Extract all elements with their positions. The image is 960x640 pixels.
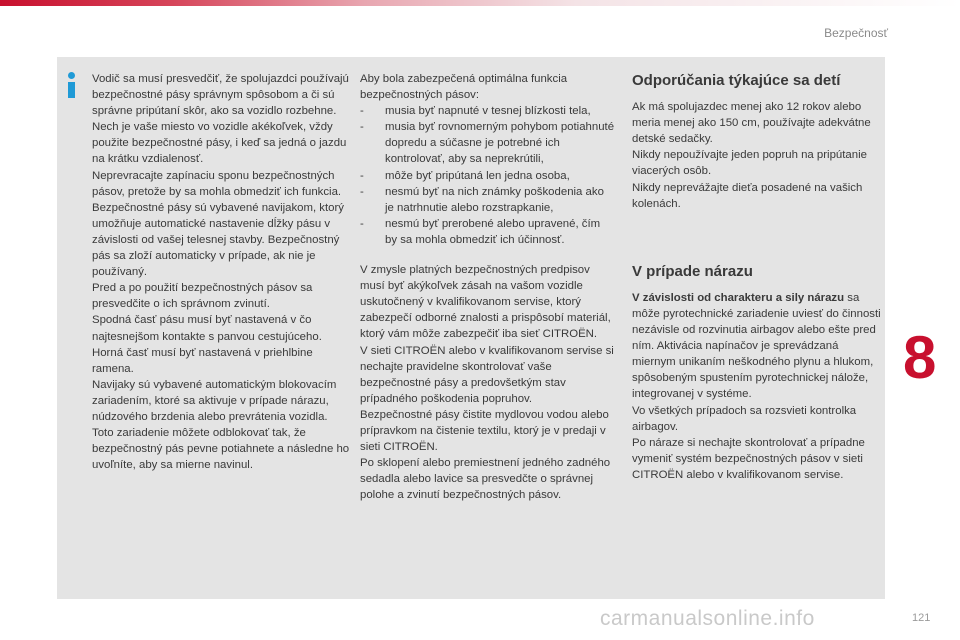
list-item: - môže byť pripútaná len jedna osoba, (360, 169, 570, 182)
list-item: - nesmú byť prerobené alebo upravené, čím by sa mohla obmedziť ich účinnosť. (360, 217, 601, 246)
info-icon (65, 72, 79, 98)
paragraph: Spodná časť pásu musí byť nastavená v čo najtesnejšom kontakte s panvou cestujúceho. (92, 314, 322, 343)
subheading: V závislosti od charakteru a sily nárazu (632, 291, 845, 304)
seatbelt-care-column (360, 71, 615, 503)
seatbelt-info-column (92, 71, 352, 473)
children-and-impact-column (632, 73, 882, 483)
heading-children: Odporúčania týkajúce sa detí (632, 72, 841, 89)
paragraph: Horná časť musí byť nastavená v priehlbine ramena. (92, 346, 313, 375)
section-title: Bezpečnosť (824, 26, 888, 40)
list-item: - musia byť napnuté v tesnej blízkosti tela, (360, 105, 591, 118)
paragraph: Pred a po použití bezpečnostných pásov sa presvedčite o ich správnom zvinutí. (92, 282, 313, 311)
paragraph: Nikdy nepoužívajte jeden popruh na pripútanie viacerých osôb. (632, 149, 867, 178)
paragraph: Po sklopení alebo premiestnení jedného zadného sedadla alebo lavice sa presvedčte o správnej polohe a zvinutí bezpečnostných pásov. (360, 457, 611, 502)
list-item: - musia byť rovnomerným pohybom potiahnuté dopredu a súčasne je potrebné ich kontrolovať, aby sa neprekrútili, (360, 121, 615, 166)
paragraph: Navijaky sú vybavené automatickým blokovacím zariadením, ktoré sa aktivuje v prípade nárazu, núdzového brzdenia alebo prevrátenia vozidla. Toto zariadenie môžete odblokovať tak, že bezpečnostný pás pevne potiahnete a následne ho uvoľníte, aby sa mierne navinul. (92, 378, 350, 472)
list-item: - nesmú byť na nich známky poškodenia ako je natrhnutie alebo rozstrapkanie, (360, 185, 604, 214)
paragraph: V zmysle platných bezpečnostných predpisov musí byť akýkoľvek zásah na vašom vozidle uskutočnený v kvalifikovanom servise, ktorý zabezpečí odborné znalosti a prispôsobí materiál, ktorý vám môže zabezpečiť iba sieť CITROËN. (360, 264, 611, 341)
requirements-list (360, 103, 615, 248)
paragraph: Nech je vaše miesto vo vozidle akékoľvek, vždy použite bezpečnostné pásy, i keď sa jedná o jazdu na krátku vzdialenosť. (92, 121, 347, 166)
paragraph: Ak má spolujazdec menej ako 12 rokov alebo meria menej ako 150 cm, používajte adekvátne detské sedačky. (632, 101, 871, 146)
heading-impact: V prípade nárazu (632, 262, 753, 280)
top-accent-bar (0, 0, 960, 6)
paragraph: Vo všetkých prípadoch sa rozsvieti kontrolka airbagov. (632, 404, 857, 433)
paragraph: Po náraze si nechajte skontrolovať a prípadne vymeniť systém bezpečnostných pásov v sieti CITROËN alebo v kvalifikovanom servise. (632, 436, 865, 481)
paragraph: Bezpečnostné pásy čistite mydlovou vodou alebo prípravkom na čistenie textilu, ktorý je v predaji v sieti CITROËN. (360, 408, 609, 454)
paragraph: Neprevracajte zapínaciu sponu bezpečnostných pásov, pretože by sa mohla obmedziť ich funkcia. (92, 169, 342, 198)
paragraph: V závislosti od charakteru a sily nárazu sa môže pyrotechnické zariadenie uviesť do činnosti nezávisle od rozvinutia airbagov alebo ešte pred ním. Aktivácia napínačov je sprevádzaná miernym unikaním neškodného plynu a hlukom, spôsobeným spustením pyrotechnickej nálože, integrovanej v systéme. (632, 291, 881, 401)
page-number: 121 (912, 612, 931, 624)
chapter-number: 8 (903, 324, 937, 391)
paragraph: Nikdy neprevážajte dieťa posadené na vašich kolenách. (632, 181, 863, 210)
list-intro: Aby bola zabezpečená optimálna funkcia bezpečnostných pásov: (360, 73, 568, 102)
watermark: carmanualsonline.info (600, 607, 815, 630)
paragraph: Bezpečnostné pásy sú vybavené navijakom, ktorý umožňuje automatické nastavenie dĺžky pásu v závislosti od vašej telesnej stavby. Bezpečnostný pás sa zloží automaticky v prípade, ak nie je používaný. (92, 201, 344, 279)
paragraph: Vodič sa musí presvedčiť, že spolujazdci používajú bezpečnostné pásy správnym spôsobom a či sú správne pripútaní skôr, ako sa vozidlo rozbehne. (92, 73, 349, 118)
paragraph: V sieti CITROËN alebo v kvalifikovanom servise si nechajte pravidelne skontrolovať vaše bezpečnostné pásy a predovšetkým stav prípadného poškodenia popruhov. (360, 344, 614, 405)
